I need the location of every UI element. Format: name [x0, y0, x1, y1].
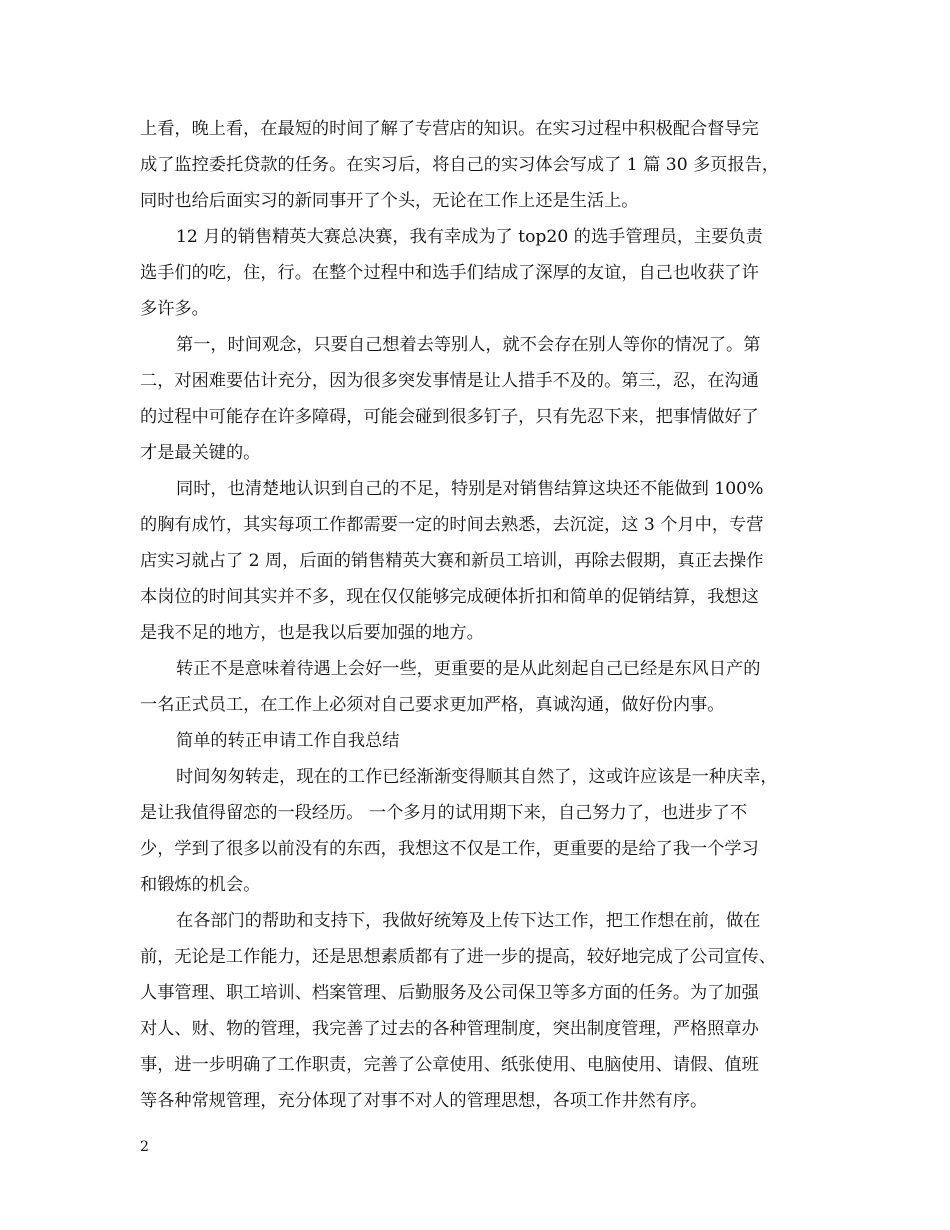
text-line: 12 月的销售精英大赛总决赛，我有幸成为了 top20 的选手管理员，主要负责 [176, 227, 763, 247]
paragraph [140, 651, 830, 723]
text-line: 转正不是意味着待遇上会好一些，更重要的是从此刻起自己已经是东风日产的 [176, 659, 761, 679]
document-body [140, 111, 830, 1119]
text-line: 在各部门的帮助和支持下，我做好统筹及上传下达工作，把工作想在前，做在 [176, 911, 761, 931]
text-line: 和锻炼的机会。 [140, 875, 261, 895]
text-line: 上看，晚上看，在最短的时间了解了专营店的知识。在实习过程中积极配合督导完 [140, 119, 759, 139]
section-heading [140, 723, 830, 759]
text-line: 第一，时间观念，只要自己想着去等别人，就不会存在别人等你的情况了。第 [176, 335, 761, 355]
text-line: 同时，也清楚地认识到自己的不足，特别是对销售结算这块还不能做到 100% [176, 479, 764, 499]
text-line: 多许多。 [140, 299, 209, 319]
text-line: 是让我值得留恋的一段经历。 一个多月的试用期下来，自己努力了，也进步了不 [140, 803, 748, 823]
text-line: 事，进一步明确了工作职责，完善了公章使用、纸张使用、电脑使用、请假、值班 [140, 1055, 759, 1075]
paragraph [140, 759, 830, 903]
text-line: 等各种常规管理，充分体现了对事不对人的管理思想，各项工作井然有序。 [140, 1091, 708, 1111]
paragraph [140, 327, 830, 471]
text-line: 二，对困难要估计充分，因为很多突发事情是让人措手不及的。第三，忍，在沟通 [140, 371, 759, 391]
text-line: 才是最关键的。 [140, 443, 261, 463]
text-line: 选手们的吃，住，行。在整个过程中和选手们结成了深厚的友谊，自己也收获了许 [140, 263, 759, 283]
text-line: 时间匆匆转走，现在的工作已经渐渐变得顺其自然了，这或许应该是一种庆幸， [176, 767, 778, 787]
text-line: 少，学到了很多以前没有的东西，我想这不仅是工作，更重要的是给了我一个学习 [140, 839, 759, 859]
text-line: 的胸有成竹，其实每项工作都需要一定的时间去熟悉，去沉淀，这 3 个月中，专营 [140, 515, 764, 535]
paragraph [140, 903, 830, 1119]
text-line: 是我不足的地方，也是我以后要加强的地方。 [140, 623, 484, 643]
paragraph [140, 111, 830, 219]
text-line: 本岗位的时间其实并不多，现在仅仅能够完成硬体折扣和简单的促销结算，我想这 [140, 587, 759, 607]
text-line: 的过程中可能存在许多障碍，可能会碰到很多钉子，只有先忍下来，把事情做好了 [140, 407, 759, 427]
text-line: 店实习就占了 2 周，后面的销售精英大赛和新员工培训，再除去假期，真正去操作 [140, 551, 764, 571]
page-number: 2 [140, 1139, 149, 1155]
text-line: 对人、财、物的管理，我完善了过去的各种管理制度，突出制度管理，严格照章办 [140, 1019, 759, 1039]
text-line: 前，无论是工作能力，还是思想素质都有了进一步的提高，较好地完成了公司宣传、 [140, 947, 776, 967]
text-line: 成了监控委托贷款的任务。在实习后，将自己的实习体会写成了 1 篇 30 多页报告， [140, 155, 780, 175]
text-line: 一名正式员工，在工作上必须对自己要求更加严格，真诚沟通，做好份内事。 [140, 695, 725, 715]
text-line: 同时也给后面实习的新同事开了个头，无论在工作上还是生活上。 [140, 191, 639, 211]
text-line: 人事管理、职工培训、档案管理、后勤服务及公司保卫等多方面的任务。为了加强 [140, 983, 759, 1003]
paragraph [140, 219, 830, 327]
heading-text: 简单的转正申请工作自我总结 [176, 731, 400, 751]
paragraph [140, 471, 830, 651]
